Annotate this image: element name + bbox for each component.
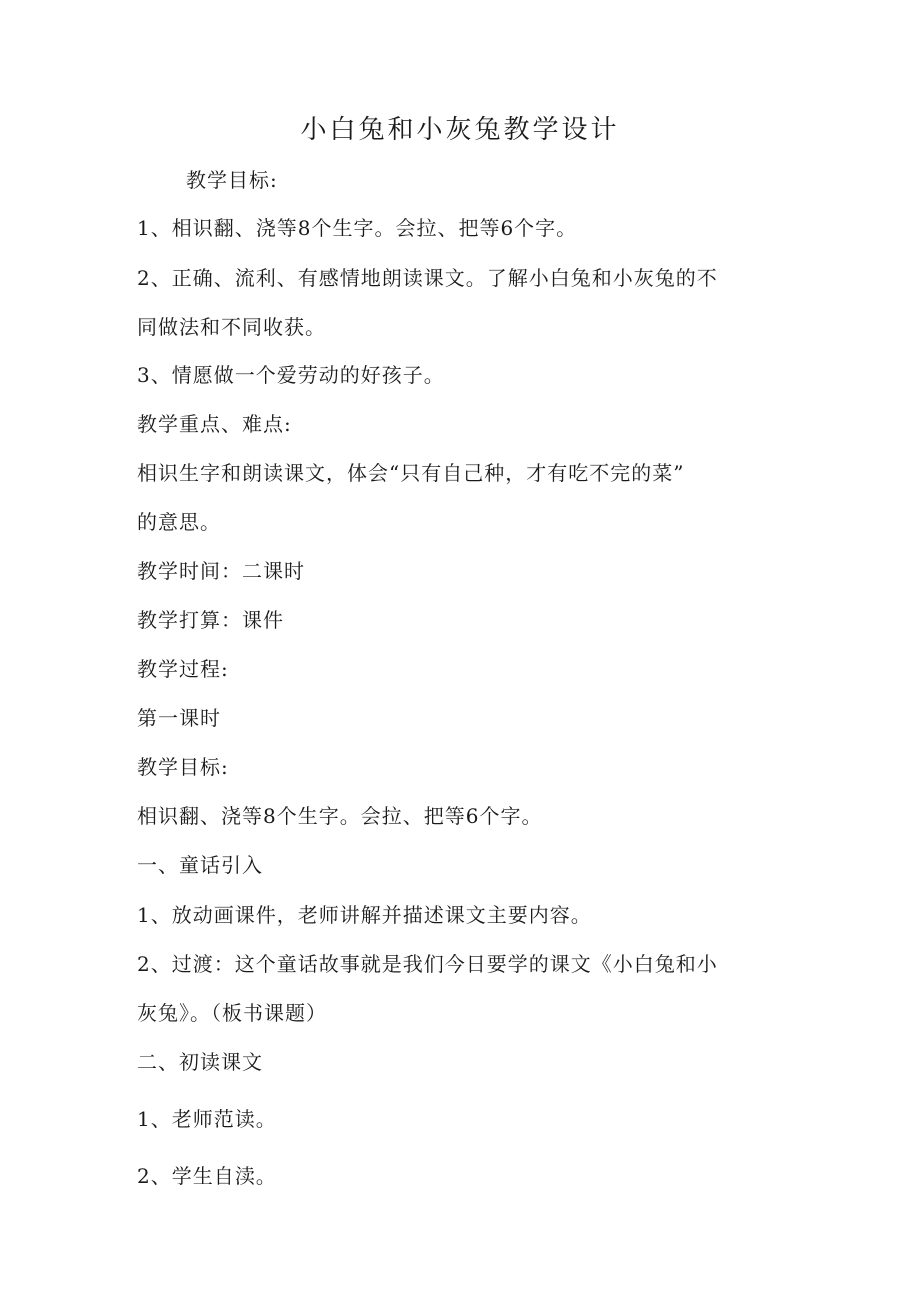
text-line: 1、老师范读。 <box>137 1107 277 1131</box>
text-line: 第一课时 <box>137 706 221 730</box>
text-line: 教学目标: <box>137 755 229 779</box>
text-line: 灰兔》。（板书课题） <box>137 1001 327 1025</box>
text-line: 一、童话引入 <box>137 853 263 877</box>
text-line: 1、放动画课件，老师讲解并描述课文主要内容。 <box>137 903 592 927</box>
text-line: 1、相识翻、浇等8个生字。会拉、把等6个字。 <box>137 216 578 240</box>
text-line: 2、学生自渎。 <box>137 1164 277 1188</box>
text-line: 教学打算：课件 <box>137 608 284 632</box>
text-line: 教学时间：二课时 <box>137 559 305 583</box>
text-line: 相识翻、浇等8个生字。会拉、把等6个字。 <box>137 804 543 828</box>
text-line: 2、正确、流利、有感情地朗读课文。了解小白兔和小灰兔的不 <box>137 266 718 290</box>
text-line: 同做法和不同收获。 <box>137 315 326 339</box>
text-line: 教学重点、难点: <box>137 412 292 436</box>
text-line: 的意思。 <box>137 510 221 534</box>
text-line: 2、过渡：这个童话故事就是我们今日要学的课文《小白兔和小 <box>137 952 718 976</box>
text-line: 教学目标: <box>186 168 278 192</box>
text-line: 教学过程: <box>137 657 229 681</box>
text-line: 相识生字和朗读课文，体会“只有自己种，才有吃不完的菜” <box>137 461 685 485</box>
text-line: 二、初读课文 <box>137 1050 263 1074</box>
text-line: 3、情愿做一个爱劳动的好孩子。 <box>137 363 445 387</box>
document-title: 小白兔和小灰兔教学设计 <box>300 115 620 145</box>
